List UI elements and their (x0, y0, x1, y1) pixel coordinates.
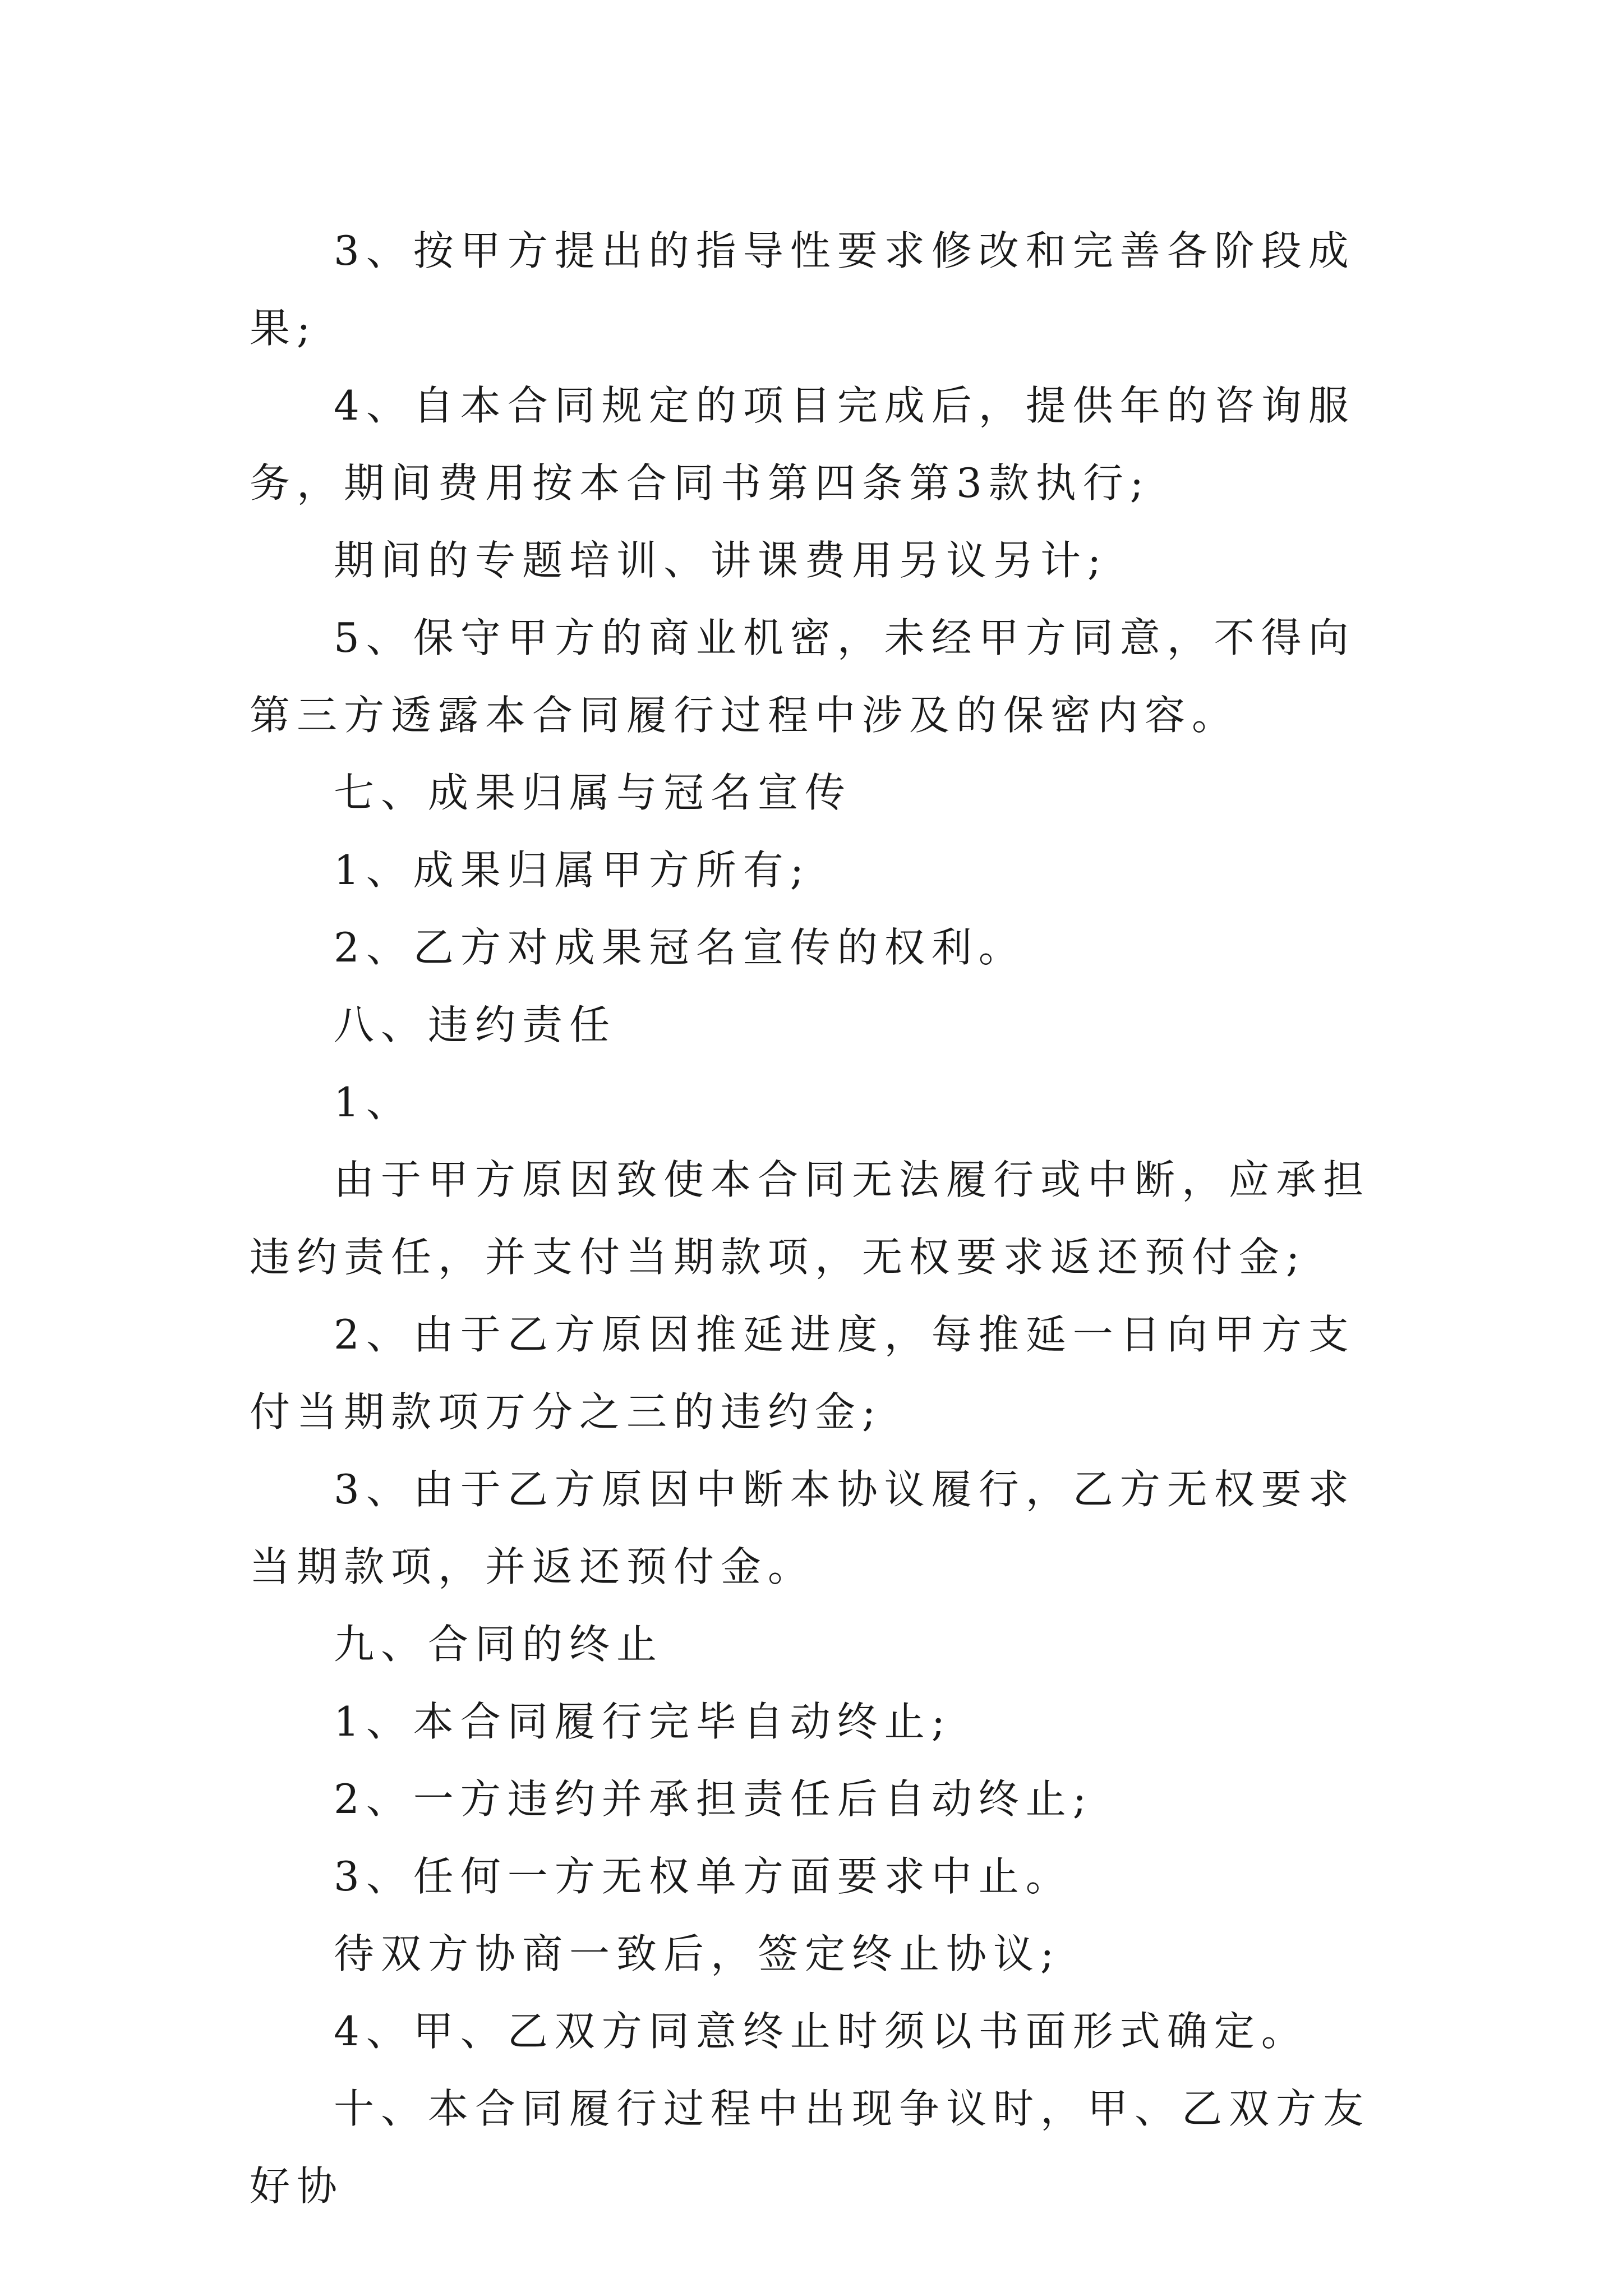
paragraph: 1、本合同履行完毕自动终止; (334, 1698, 952, 1745)
paragraph: 4、甲、乙双方同意终止时须以书面形式确定。 (334, 2008, 1308, 2055)
paragraph: 2、乙方对成果冠名宣传的权利。 (334, 924, 1026, 971)
paragraph: 3、按甲方提出的指导性要求修改和完善各阶段成果; (250, 227, 1355, 352)
paragraph: 2、一方违约并承担责任后自动终止; (334, 1775, 1094, 1823)
paragraph: 3、由于乙方原因中断本协议履行，乙方无权要求当期款项，并返还预付金。 (250, 1466, 1355, 1590)
section-heading: 十、本合同履行过程中出现争议时，甲、乙双方友好协 (250, 2085, 1371, 2210)
paragraph: 待双方协商一致后，签定终止协议; (334, 1930, 1061, 1977)
section-heading: 七、成果归属与冠名宣传 (334, 769, 852, 816)
paragraph: 2、由于乙方原因推延进度，每推延一日向甲方支付当期款项万分之三的违约金; (250, 1311, 1355, 1435)
paragraph: 4、自本合同规定的项目完成后，提供年的咨询服务，期间费用按本合同书第四条第3款执行; (250, 382, 1355, 507)
paragraph: 由于甲方原因致使本合同无法履行或中断，应承担违约责任，并支付当期款项，无权要求返还预付金; (250, 1156, 1371, 1281)
section-heading: 九、合同的终止 (334, 1621, 664, 1668)
section-heading: 八、违约责任 (334, 1001, 617, 1048)
paragraph: 3、任何一方无权单方面要求中止。 (334, 1853, 1073, 1900)
paragraph: 1、 (334, 1079, 413, 1126)
document-body (250, 212, 1382, 2225)
paragraph: 期间的专题培训、讲课费用另议另计; (334, 537, 1108, 584)
paragraph: 1、成果归属甲方所有; (334, 846, 811, 894)
paragraph: 5、保守甲方的商业机密，未经甲方同意，不得向第三方透露本合同履行过程中涉及的保密内容。 (250, 614, 1355, 739)
